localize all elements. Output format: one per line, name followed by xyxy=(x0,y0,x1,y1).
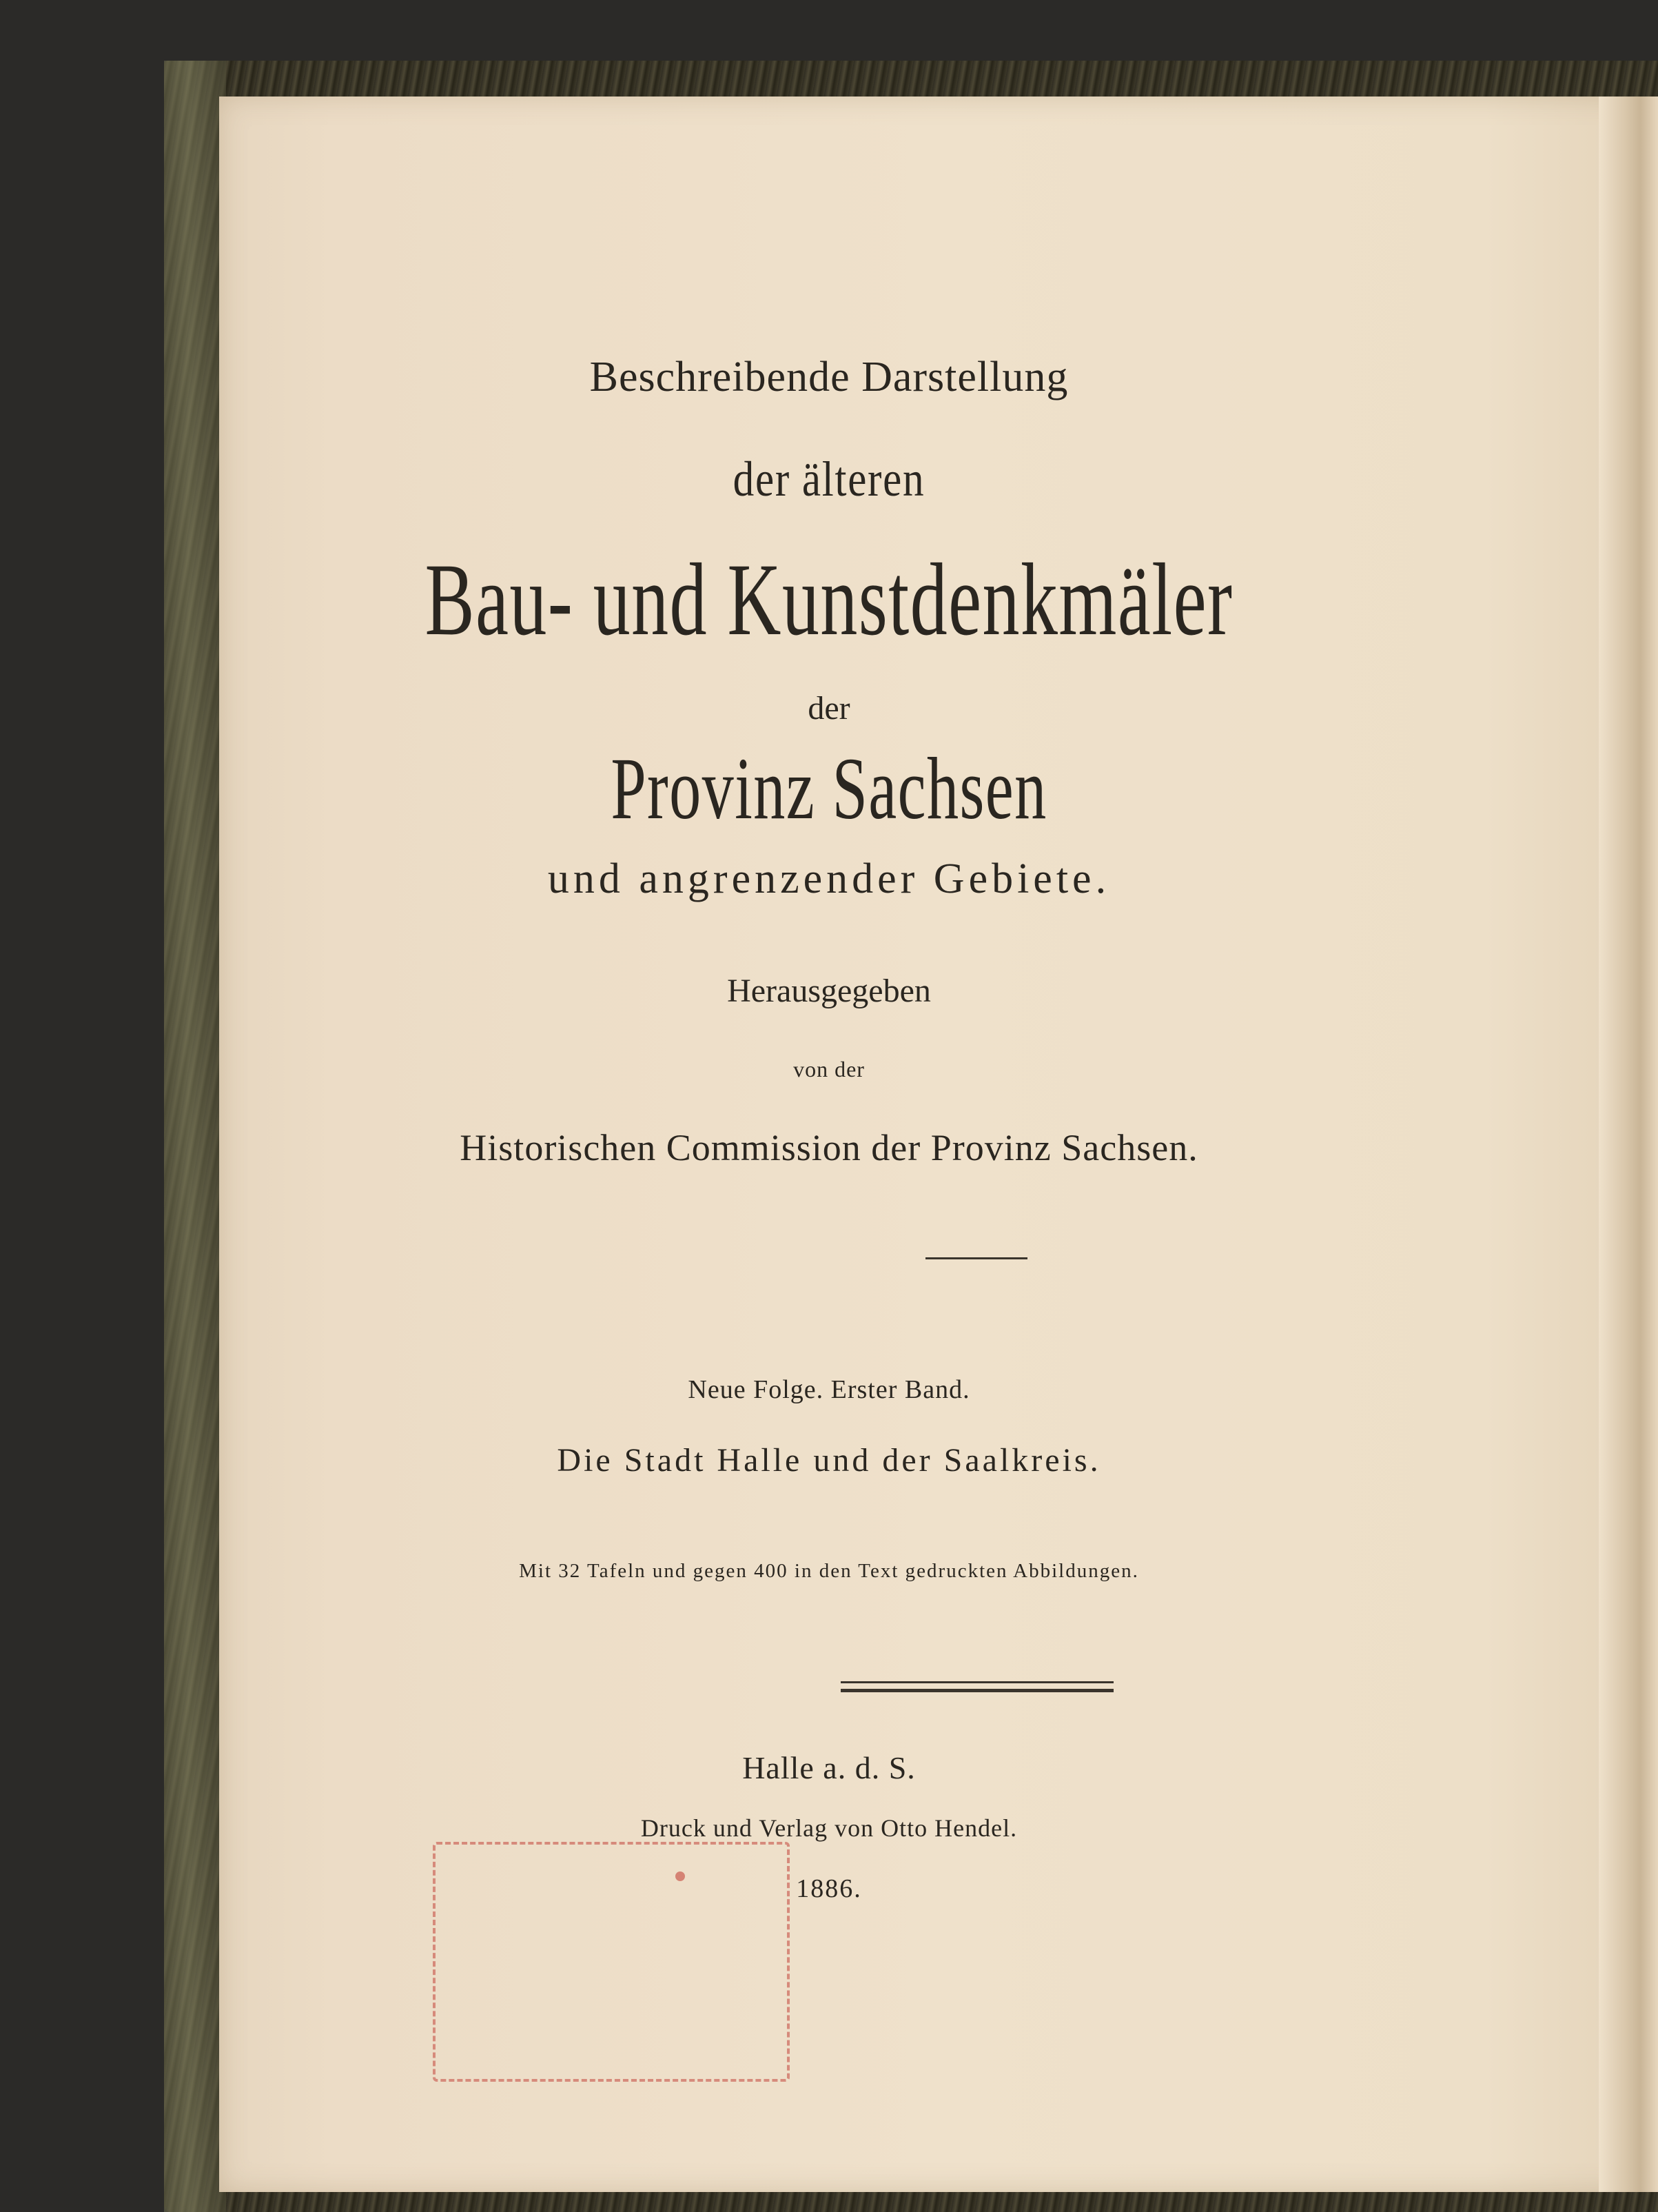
volume-title: Die Stadt Halle und der Saalkreis. xyxy=(557,1442,1101,1479)
publisher-line: Druck und Verlag von Otto Hendel. xyxy=(640,1814,1018,1842)
place-of-publication: Halle a. d. S. xyxy=(742,1750,916,1785)
short-divider xyxy=(925,1257,1027,1259)
editor-heading: Herausgegeben xyxy=(727,973,931,1009)
publication-year: 1886. xyxy=(796,1874,862,1903)
double-rule-bottom xyxy=(841,1689,1114,1692)
title-line-6: und angrenzender Gebiete. xyxy=(547,855,1111,902)
commission-name: Historischen Commission der Provinz Sachsen. xyxy=(460,1127,1198,1168)
title-line-1: Beschreibende Darstellung xyxy=(589,354,1069,400)
editor-from: von der xyxy=(793,1057,865,1082)
title-line-2: der älteren xyxy=(733,451,925,507)
title-line-4: der xyxy=(808,690,850,727)
series-label: Neue Folge. Erster Band. xyxy=(688,1375,970,1404)
stamp-mark xyxy=(675,1871,685,1881)
library-stamp xyxy=(433,1842,790,2082)
province-title: Provinz Sachsen xyxy=(611,740,1047,838)
illustrations-note: Mit 32 Tafeln und gegen 400 in den Text gedruckten Abbildungen. xyxy=(519,1560,1139,1582)
double-rule-top xyxy=(841,1681,1114,1683)
main-title: Bau- und Kunstdenkmäler xyxy=(424,542,1234,657)
